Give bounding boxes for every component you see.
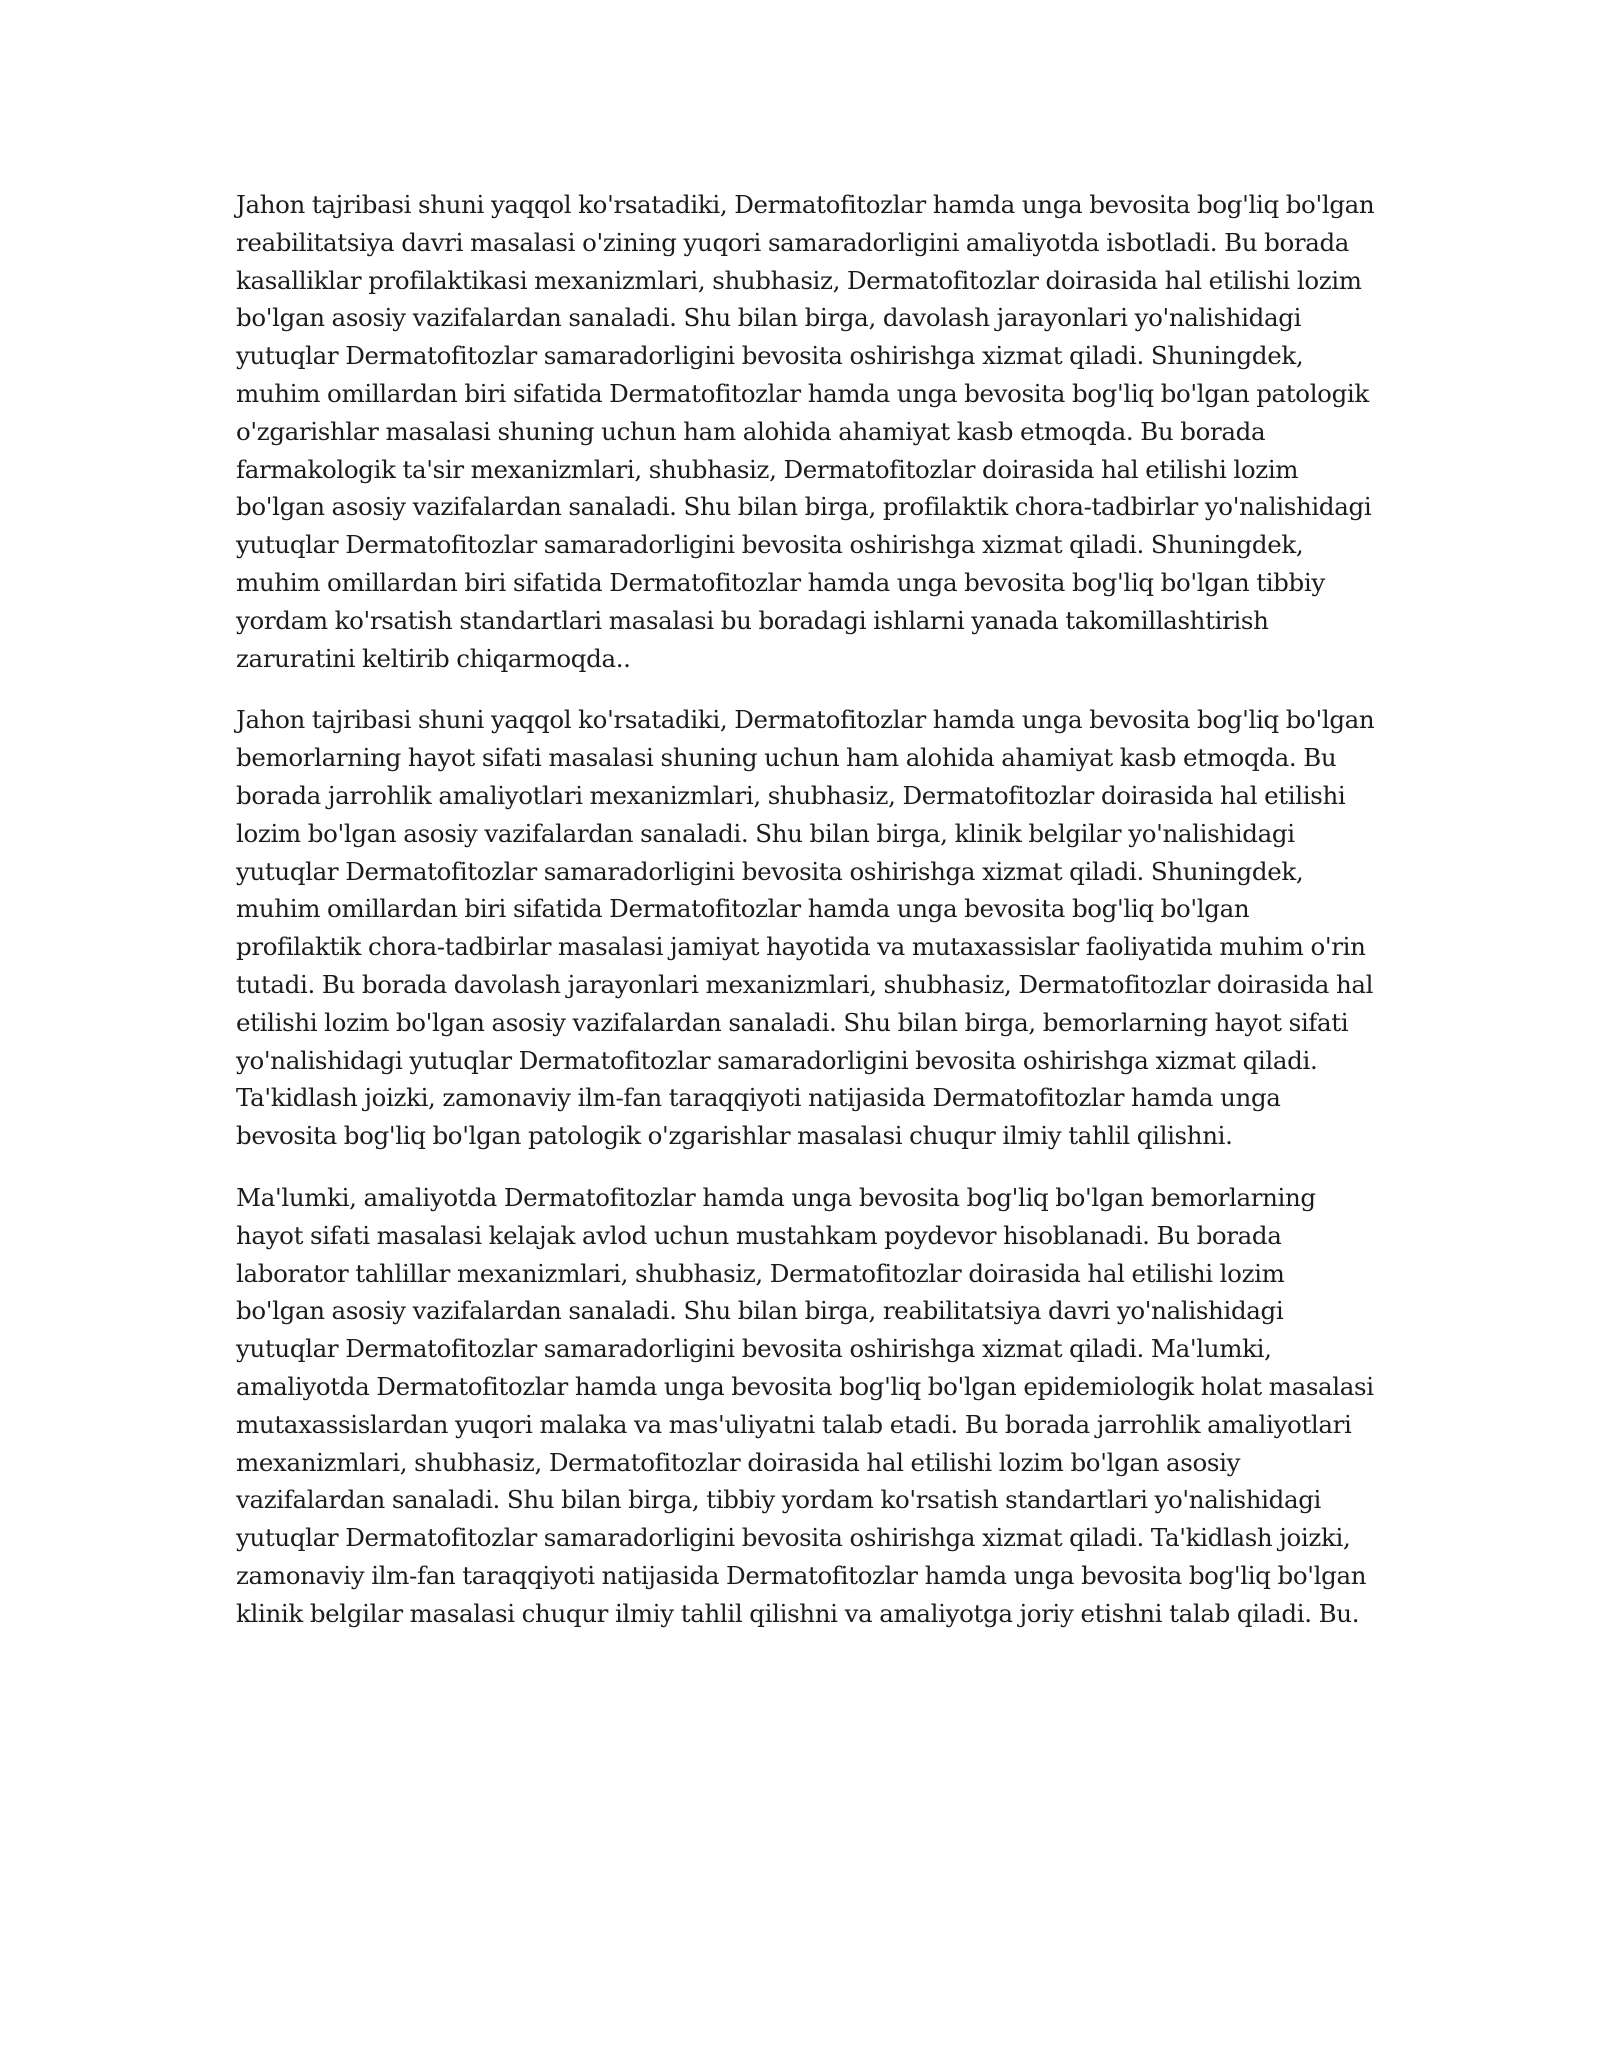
paragraph-1: Jahon tajribasi shuni yaqqol ko'rsatadiki, Dermatofitozlar hamda unga bevosita bog'liq bo'lgan reabilitatsiya davri masalasi o'zining yuqori samaradorligini amaliyotda isbotladi. Bu borada kasalliklar profilaktikasi mexanizmlari, shubhasiz, Dermatofitozlar doirasida hal etilishi lozim bo'lgan asosiy vazifalardan sanaladi. Shu bilan birga, davolash jarayonlari yo'nalishidagi yutuqlar Dermatofitozlar samaradorligini bevosita oshirishga xizmat qiladi. Shuningdek, muhim omillardan biri sifatida Dermatofitozlar hamda unga bevosita bog'liq bo'lgan patologik o'zgarishlar masalasi shuning uchun ham alohida ahamiyat kasb etmoqda. Bu borada farmakologik ta'sir mexanizmlari, shubhasiz, Dermatofitozlar doirasida hal etilishi lozim bo'lgan asosiy vazifalardan sanaladi. Shu bilan birga, profilaktik chora-tadbirlar yo'nalishidagi yutuqlar Dermatofitozlar samaradorligini bevosita oshirishga xizmat qiladi. Shuningdek, muhim omillardan biri sifatida Dermatofitozlar hamda unga bevosita bog'liq bo'lgan tibbiy yordam ko'rsatish standartlari masalasi bu boradagi ishlarni yanada takomillashtirish zaruratini keltirib chiqarmoqda..	[236, 190, 1375, 673]
document-body	[236, 186, 1376, 1656]
paragraph-2: Jahon tajribasi shuni yaqqol ko'rsatadiki, Dermatofitozlar hamda unga bevosita bog'liq bo'lgan bemorlarning hayot sifati masalasi shuning uchun ham alohida ahamiyat kasb etmoqda. Bu borada jarrohlik amaliyotlari mexanizmlari, shubhasiz, Dermatofitozlar doirasida hal etilishi lozim bo'lgan asosiy vazifalardan sanaladi. Shu bilan birga, klinik belgilar yo'nalishidagi yutuqlar Dermatofitozlar samaradorligini bevosita oshirishga xizmat qiladi. Shuningdek, muhim omillardan biri sifatida Dermatofitozlar hamda unga bevosita bog'liq bo'lgan profilaktik chora-tadbirlar masalasi jamiyat hayotida va mutaxassislar faoliyatida muhim o'rin tutadi. Bu borada davolash jarayonlari mexanizmlari, shubhasiz, Dermatofitozlar doirasida hal etilishi lozim bo'lgan asosiy vazifalardan sanaladi. Shu bilan birga, bemorlarning hayot sifati yo'nalishidagi yutuqlar Dermatofitozlar samaradorligini bevosita oshirishga xizmat qiladi. Ta'kidlash joizki, zamonaviy ilm-fan taraqqiyoti natijasida Dermatofitozlar hamda unga bevosita bog'liq bo'lgan patologik o'zgarishlar masalasi chuqur ilmiy tahlil qilishni.	[236, 705, 1375, 1151]
paragraph-3: Ma'lumki, amaliyotda Dermatofitozlar hamda unga bevosita bog'liq bo'lgan bemorlarning hayot sifati masalasi kelajak avlod uchun mustahkam poydevor hisoblanadi. Bu borada laborator tahlillar mexanizmlari, shubhasiz, Dermatofitozlar doirasida hal etilishi lozim bo'lgan asosiy vazifalardan sanaladi. Shu bilan birga, reabilitatsiya davri yo'nalishidagi yutuqlar Dermatofitozlar samaradorligini bevosita oshirishga xizmat qiladi. Ma'lumki, amaliyotda Dermatofitozlar hamda unga bevosita bog'liq bo'lgan epidemiologik holat masalasi mutaxassislardan yuqori malaka va mas'uliyatni talab etadi. Bu borada jarrohlik amaliyotlari mexanizmlari, shubhasiz, Dermatofitozlar doirasida hal etilishi lozim bo'lgan asosiy vazifalardan sanaladi. Shu bilan birga, tibbiy yordam ko'rsatish standartlari yo'nalishidagi yutuqlar Dermatofitozlar samaradorligini bevosita oshirishga xizmat qiladi. Ta'kidlash joizki, zamonaviy ilm-fan taraqqiyoti natijasida Dermatofitozlar hamda unga bevosita bog'liq bo'lgan klinik belgilar masalasi chuqur ilmiy tahlil qilishni va amaliyotga joriy etishni talab qiladi. Bu.	[236, 1182, 1374, 1628]
